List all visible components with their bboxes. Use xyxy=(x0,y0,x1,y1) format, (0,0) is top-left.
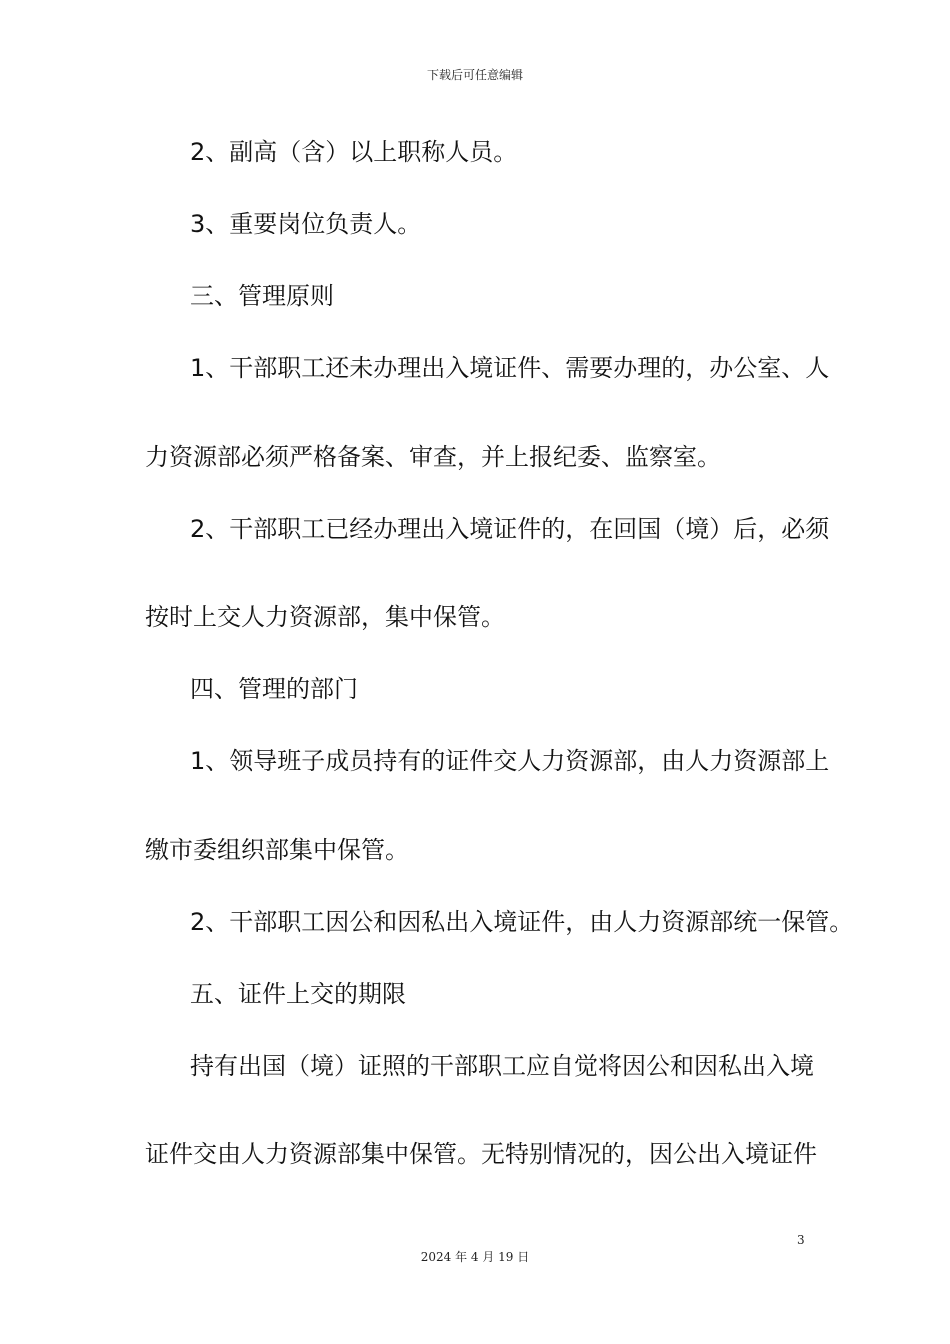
paragraph-line: 2、干部职工已经办理出入境证件的，在回国（境）后，必须 xyxy=(190,515,830,543)
paragraph-line: 缴市委组织部集中保管。 xyxy=(145,836,409,864)
section-heading: 四、管理的部门 xyxy=(190,675,358,703)
paragraph-line: 1、干部职工还未办理出入境证件、需要办理的，办公室、人 xyxy=(190,354,830,382)
paragraph-line: 2、副高（含）以上职称人员。 xyxy=(190,138,518,166)
paragraph-line: 1、领导班子成员持有的证件交人力资源部，由人力资源部上 xyxy=(190,747,830,775)
paragraph-line: 力资源部必须严格备案、审查，并上报纪委、监察室。 xyxy=(145,443,721,471)
paragraph-line: 证件交由人力资源部集中保管。无特别情况的，因公出入境证件 xyxy=(145,1140,817,1168)
page-header: 下载后可任意编辑 xyxy=(426,68,523,82)
paragraph-line: 持有出国（境）证照的干部职工应自觉将因公和因私出入境 xyxy=(190,1052,814,1080)
section-heading: 三、管理原则 xyxy=(190,282,334,310)
footer-date: 2024 年 4 月 19 日 xyxy=(420,1250,530,1264)
paragraph-line: 2、干部职工因公和因私出入境证件，由人力资源部统一保管。 xyxy=(190,908,854,936)
page-number: 3 xyxy=(797,1233,805,1247)
paragraph-line: 按时上交人力资源部，集中保管。 xyxy=(145,603,505,631)
section-heading: 五、证件上交的期限 xyxy=(190,980,406,1008)
paragraph-line: 3、重要岗位负责人。 xyxy=(190,210,422,238)
